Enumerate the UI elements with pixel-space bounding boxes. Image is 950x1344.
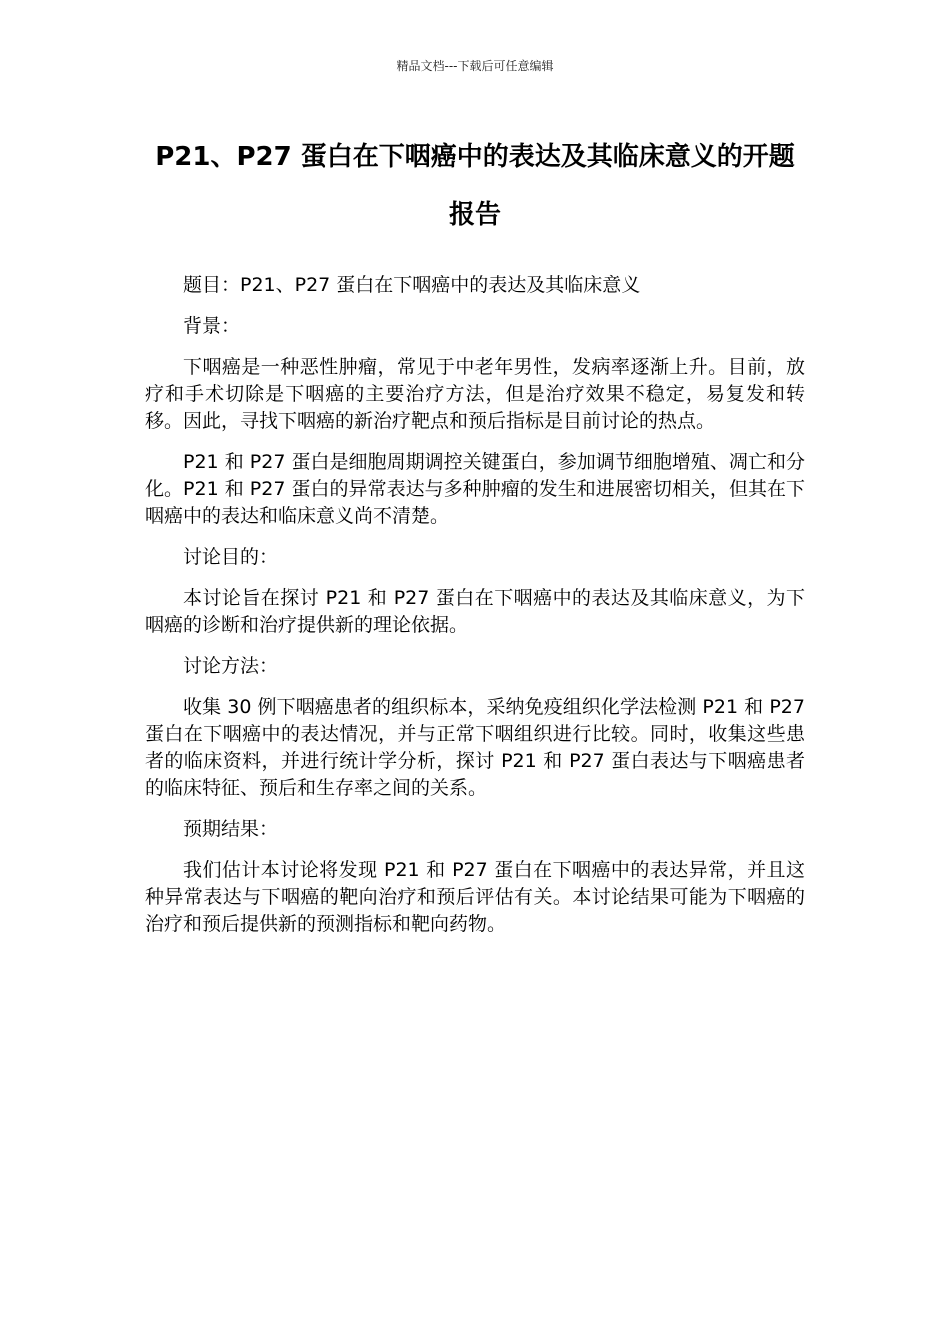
document-body xyxy=(145,272,805,952)
background-heading: 背景： xyxy=(183,315,241,337)
result-heading: 预期结果： xyxy=(183,818,279,840)
document-title: P21、P27 蛋白在下咽癌中的表达及其临床意义的开题报告 xyxy=(155,142,795,230)
topic-line: 题目：P21、P27 蛋白在下咽癌中的表达及其临床意义 xyxy=(183,274,641,296)
method-heading: 讨论方法： xyxy=(183,655,279,677)
purpose-paragraph: 本讨论旨在探讨 P21 和 P27 蛋白在下咽癌中的表达及其临床意义，为下咽癌的诊断和治疗提供新的理论依据。 xyxy=(145,587,805,636)
result-paragraph: 我们估计本讨论将发现 P21 和 P27 蛋白在下咽癌中的表达异常，并且这种异常表达与下咽癌的靶向治疗和预后评估有关。本讨论结果可能为下咽癌的治疗和预后提供新的预测指标和靶向药物。 xyxy=(145,859,805,935)
purpose-heading: 讨论目的： xyxy=(183,546,279,568)
background-paragraph-1: 下咽癌是一种恶性肿瘤，常见于中老年男性，发病率逐渐上升。目前，放疗和手术切除是下咽癌的主要治疗方法，但是治疗效果不稳定，易复发和转移。因此，寻找下咽癌的新治疗靶点和预后指标是目前讨论的热点。 xyxy=(145,356,805,432)
background-paragraph-2: P21 和 P27 蛋白是细胞周期调控关键蛋白，参加调节细胞增殖、凋亡和分化。P21 和 P27 蛋白的异常表达与多种肿瘤的发生和进展密切相关，但其在下咽癌中的表达和临床意义尚不清楚。 xyxy=(145,451,805,527)
method-paragraph: 收集 30 例下咽癌患者的组织标本，采纳免疫组织化学法检测 P21 和 P27 蛋白在下咽癌中的表达情况，并与正常下咽组织进行比较。同时，收集这些患者的临床资料，并进行统计学分析，探讨 P21 和 P27 蛋白表达与下咽癌患者的临床特征、预后和生存率之间的关系。 xyxy=(145,696,805,799)
page-header: 精品文档---下载后可任意编辑 xyxy=(396,59,554,73)
